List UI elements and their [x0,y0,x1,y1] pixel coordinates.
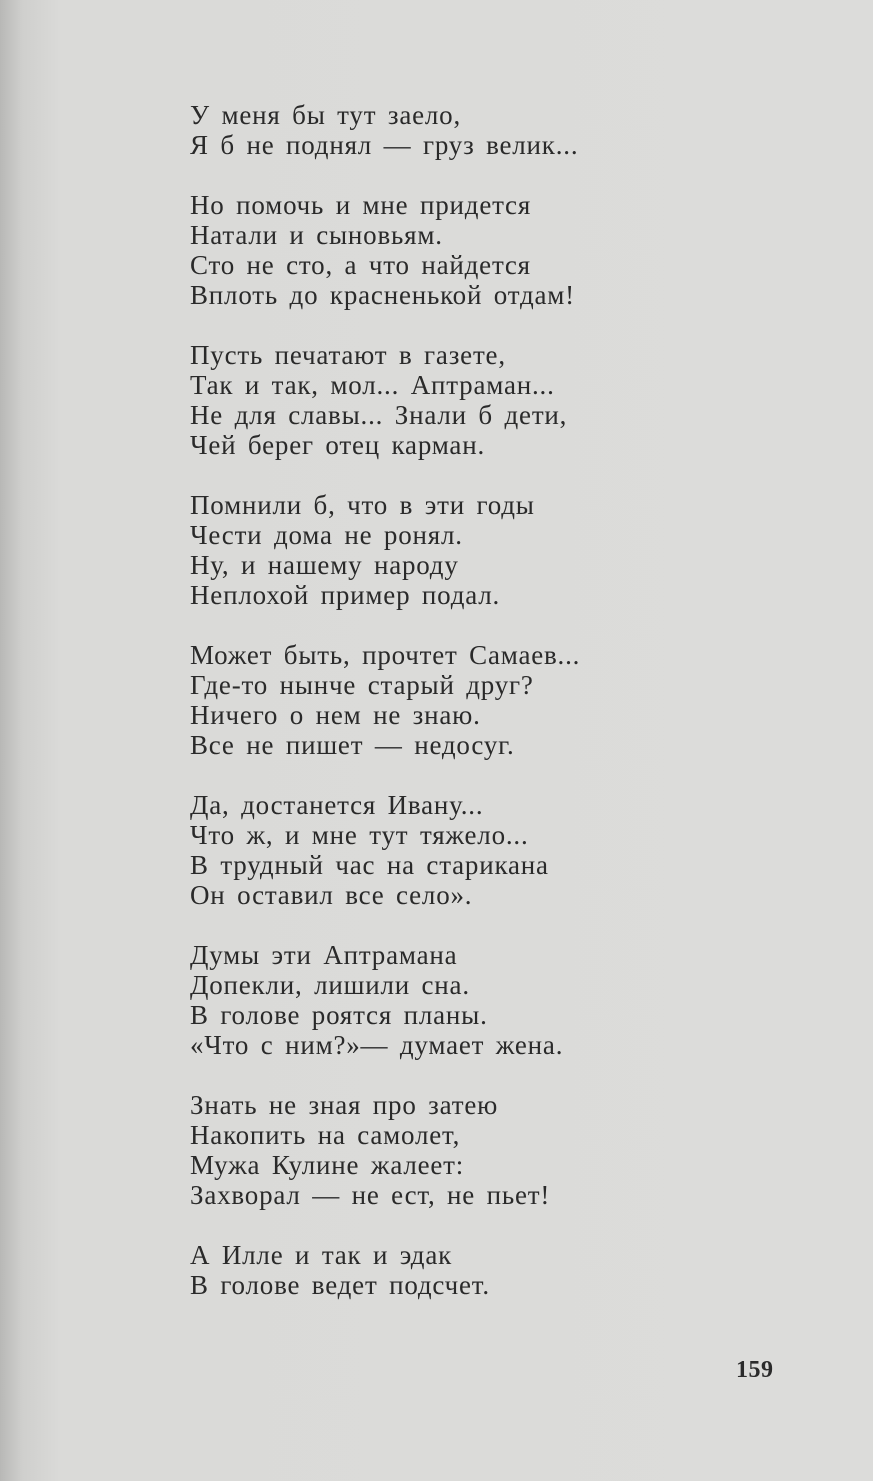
page-number: 159 [736,1357,774,1383]
poem-line: В трудный час на старикана [190,850,549,880]
poem-line: У меня бы тут заело, [190,100,462,130]
stanza [190,940,750,1060]
poem-line: Мужа Кулине жалеет: [190,1150,465,1180]
poem-line: Пусть печатают в газете, [190,340,506,370]
poem-line: Что ж, и мне тут тяжело... [190,820,529,850]
poem-line: Чести дома не ронял. [190,520,463,550]
stanza [190,490,750,610]
stanza [190,640,750,760]
poem-line: Натали и сыновьям. [190,220,443,250]
stanza [190,190,750,310]
poem-line: Он оставил все село». [190,880,473,910]
stanza [190,340,750,460]
poem-line: Знать не зная про затею [190,1090,499,1120]
poem-line: Захворал — не ест, не пьет! [190,1180,551,1210]
poem-line: Но помочь и мне придется [190,190,532,220]
poem-line: Так и так, мол... Аптраман... [190,370,555,400]
poem-line: Где-то нынче старый друг? [190,670,534,700]
poem-line: А Илле и так и эдак [190,1240,453,1270]
stanza [190,790,750,910]
poem-line: Неплохой пример подал. [190,580,501,610]
poem-line: Думы эти Аптрамана [190,940,458,970]
poem-line: Чей берег отец карман. [190,430,485,460]
poem-line: Сто не сто, а что найдется [190,250,531,280]
poem-line: Может быть, прочтет Самаев... [190,640,581,670]
poem-line: Ну, и нашему народу [190,550,459,580]
poem-text [190,100,750,1330]
poem-line: Допекли, лишили сна. [190,970,470,1000]
stanza [190,1090,750,1210]
poem-line: «Что с ним?»— думает жена. [190,1030,564,1060]
poem-line: Да, достанется Ивану... [190,790,484,820]
poem-line: Ничего о нем не знаю. [190,700,481,730]
stanza [190,1240,750,1300]
poem-line: Помнили б, что в эти годы [190,490,535,520]
stanza [190,100,750,160]
poem-line: Не для славы... Знали б дети, [190,400,568,430]
poem-line: Вплоть до красненькой отдам! [190,280,575,310]
poem-line: В голове роятся планы. [190,1000,488,1030]
poem-line: Все не пишет — недосуг. [190,730,515,760]
poem-line: В голове ведет подсчет. [190,1270,490,1300]
poem-line: Накопить на самолет, [190,1120,461,1150]
poem-line: Я б не поднял — груз велик... [190,130,579,160]
